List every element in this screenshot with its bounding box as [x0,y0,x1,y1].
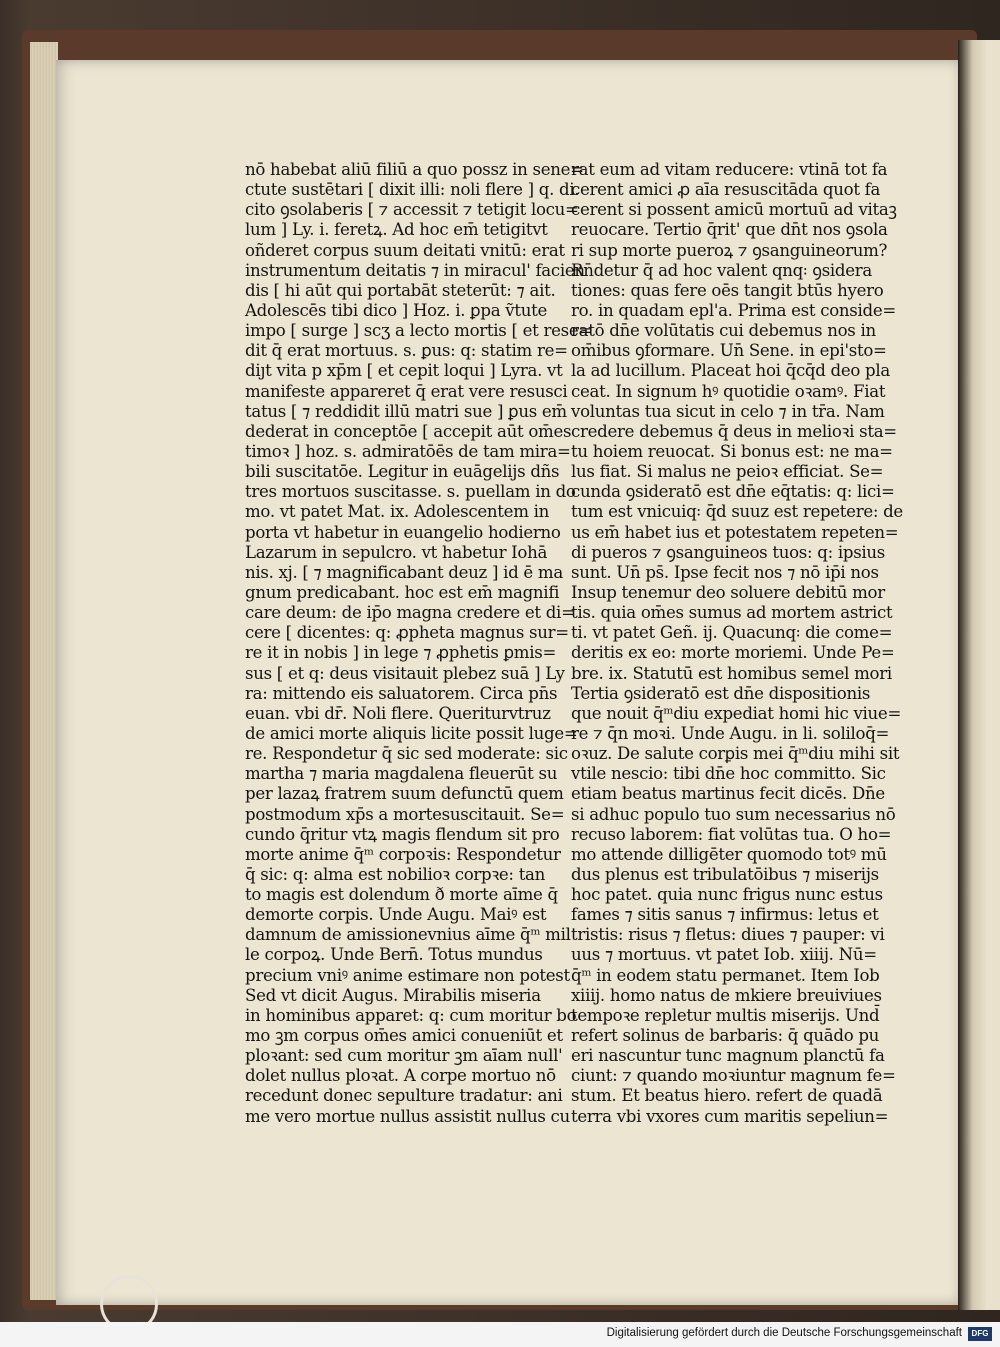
text-line: oñderet corpus suum deitati vnitū: erat [245,240,565,260]
text-line: diȷt vita p xp̄m [ et cepit loqui ] Lyra. vt [245,361,563,381]
text-line: tiones: quas fere oēs tangit btūs hyero [571,280,884,300]
text-line: ctute sustētari [ dixit illi: noli flere ] q. di. [245,180,580,200]
text-line: re. Respondetur q̄ sic sed moderate: sic [245,744,568,764]
text-line: ra: mittendo eis saluatorem. Circa pn̄s [245,683,558,703]
text-line: sunt. Un̄ ps̄. Ipse fecit nos ⁊ nō ip̄i nos [571,562,879,582]
text-line: q̄ sic: q: alma est nobilioꝛ corpꝛe: tan [245,864,546,884]
text-line: Adolescēs tibi dico ] Hoz. i. ꝑpa ṽtute [245,300,548,320]
text-line: cito ꝯsolaberis [ ⁊ accessit ⁊ tetigit locu= [245,200,579,220]
text-line: dus plenus est tribulatōibus ⁊ miserijs [571,864,879,884]
text-line: la ad lucillum. Placeat hoi q̄cq̄d deo pla [571,361,890,381]
text-line: tatus [ ⁊ reddidit illū matri sue ] ꝑus em̄ [245,401,567,421]
text-line: ploꝛant: sed cum moritur ꝫm aīam null' [245,1046,563,1066]
text-column-right [571,160,903,1127]
text-line: Rn̄detur q̄ ad hoc valent qnq꞉ ꝯsidera [571,260,872,280]
text-line: mo. vt patet Mat. ix. Adolescentem in [245,502,549,522]
text-line: di pueros ⁊ ꝯsanguineos tuos: q: ipsius [571,542,886,562]
text-line: damnum de amissionevnius aīme q̄ᵐ mil [245,925,571,945]
text-line: morte anime q̄ᵐ corpoꝛis: Respondetur [245,844,561,864]
text-line: deritis ex eo: morte moriemi. Unde Pe= [571,643,895,663]
text-line: porta vt habetur in euangelio hodierno [245,522,561,542]
text-line: instrumentum deitatis ⁊ in miracul' facien [245,260,585,280]
text-line: postmodum xp̄s a mortesuscitauit. Se= [245,804,565,824]
text-line: re it in nobis ] in lege ⁊ ꝓphetis ꝑmis= [245,643,557,663]
text-line: voluntas tua sicut in celo ⁊ in tr̄a. Nam [571,401,885,421]
text-line: re ⁊ q̄n moꝛi. Unde Augu. in li. soliloq̄= [571,723,890,743]
facing-page-edge [958,40,1000,1310]
text-line: oꝛuz. De salute corꝑis mei q̄ᵐdiu mihi sit [571,744,900,764]
text-line: dit q̄ erat mortuus. s. ꝑus: q: statim re= [245,341,568,361]
text-line: tum est vnicuiq꞉ q̄d suuz est repetere: de [571,502,903,522]
text-line: lus fiat. Si malus ne peioꝛ efficiat. Se= [571,462,884,482]
text-line: me vero mortue nullus assistit nullus cu [245,1106,570,1126]
text-line: tu hoiem reuocat. Si bonus est: ne ma= [571,441,893,461]
text-line: lum ] Ly. i. feretꝝ. Ad hoc em̄ tetigitvt [245,220,548,240]
text-line: Lazarum in sepulcro. vt habetur Iohā [245,542,548,562]
text-line: ri sup morte pueroꝝ ⁊ ꝯsanguineorum? [571,240,888,260]
text-line: bili suscitatōe. Legitur in euāgelijs dñs [245,462,560,482]
text-line: cunda ꝯsideratō est dn̄e eq̄tatis: q: lici= [571,482,895,502]
text-line: Insup tenemur deo soluere debitū mor [571,582,885,602]
text-line: impo [ surge ] scʒ a lecto mortis [ et rese= [245,321,592,341]
text-line: nis. xj. [ ⁊ magnificabant deuz ] id ē ma [245,562,563,582]
text-line: Tertia ꝯsideratō est dn̄e dispositionis [571,683,871,703]
text-line: eri nascuntur tunc magnum planctū fa [571,1046,885,1066]
footer-credit-text: Digitalisierung gefördert durch die Deutsche Forschungsgemeinschaft [606,1327,962,1339]
text-line: ratō dn̄e volūtatis cui debemus nos in [571,321,876,341]
text-line: precium vniꝰ anime estimare non potest [245,965,570,985]
text-line: to magis est dolendum ð morte aīme q̄ [245,885,558,905]
text-line: om̄ibus ꝯformare. Un̄ Sene. in epi'sto= [571,341,887,361]
text-line: q̄ᵐ in eodem statu permanet. Item Iob [571,965,880,985]
text-line: tristis: risus ⁊ fletus: diues ⁊ pauper: vi [571,925,885,945]
text-line: tis. quia om̄es sumus ad mortem astrict [571,603,893,623]
text-line: dis [ hi aūt qui portabāt steterūt: ⁊ ait. [245,280,556,300]
text-line: Sed vt dicit Augus. Mirabilis miseria [245,985,541,1005]
text-line: bre. ix. Statutū est homibus semel mori [571,663,892,683]
text-line: vtile nescio: tibi dn̄e hoc committo. Sic [571,764,886,784]
text-line: reuocare. Tertio q̄rit' que dn̄t nos ꝯsola [571,220,888,240]
text-line: martha ⁊ maria magdalena fleuerūt su [245,764,558,784]
text-line: sus [ et q: deus visitauit plebez suā ] Ly [245,663,565,683]
text-line: credere debemus q̄ deus in melioꝛi sta= [571,421,897,441]
text-line: per lazaꝝ fratrem suum defunctū quem [245,784,564,804]
text-line: mo ꝫm corpus om̄es amici conueniūt et [245,1026,563,1046]
text-line: mo attende dilligēter quomodo totꝰ mū [571,844,887,864]
text-line: cerent si possent amicū mortuū ad vitaꝫ [571,200,897,220]
text-line: que nouit q̄ᵐdiu expediat homi hic viue= [571,703,902,723]
text-line: tempoꝛe repletur multis miserijs. Und̄ [571,1005,880,1025]
text-line: si adhuc populo tuo sum necessarius nō [571,804,896,824]
footer-bar [0,1322,1000,1347]
text-line: xiiij. homo natus de mkiere breuiviues [571,985,882,1005]
text-line: uus ⁊ mortuus. vt patet Iob. xiiij. Nū= [571,945,877,965]
text-line: dolet nullus ploꝛat. A corpe mortuo nō [245,1066,556,1086]
text-line: ro. in quadam epl'a. Prima est conside= [571,300,896,320]
text-line: cerent amici ꝓ aīa resuscitāda quot fa [571,180,881,200]
text-column-left [245,160,592,1127]
text-line: timoꝛ ] hoz. s. admiratōēs de tam mira= [245,441,571,461]
text-line: stum. Et beatus hiero. refert de quadā [571,1086,883,1106]
text-line: recedunt donec sepulture tradatur: ani [245,1086,563,1106]
text-line: cere [ dicentes: q: ꝓpheta magnus sur= [245,623,569,643]
text-line: euan. vbi dr̄. Noli flere. Queriturvtruz [245,703,551,723]
text-line: us em̄ habet ius et potestatem repeten= [571,522,899,542]
dfg-logo: DFG [968,1327,992,1341]
text-line: in hominibus apparet: q: cum moritur bo [245,1005,577,1025]
text-line: etiam beatus martinus fecit dicēs. Dn̄e [571,784,885,804]
text-line: terra vbi vxores cum maritis sepeliun= [571,1106,889,1126]
text-line: recuso laborem: fiat volūtas tua. O ho= [571,824,892,844]
text-line: de amici morte aliquis licite possit luge= [245,723,578,743]
text-line: ciunt: ⁊ quando moꝛiuntur magnum fe= [571,1066,896,1086]
text-line: refert solinus de barbaris: q̄ quādo pu [571,1026,880,1046]
text-line: care deum: de ip̄o magna credere et di= [245,603,575,623]
text-line: nō habebat aliū filiū a quo possz in sene= [245,160,584,179]
text-line: gnum predicabant. hoc est em̄ magnifi [245,582,560,602]
text-line: dederat in conceptōe [ accepit aūt om̄es [245,421,572,441]
text-line: rat eum ad vitam reducere: vtinā tot fa [571,160,888,179]
page-edges [30,42,58,1300]
text-line: ti. vt patet Geñ. ij. Quacunq꞉ die come= [571,623,893,643]
text-line: le corpoꝝ. Unde Bern̄. Totus mundus [245,945,543,965]
text-line: hoc patet. quia nunc frigus nunc estus [571,885,883,905]
text-line: manifeste appareret q̄ erat vere resusci [245,381,568,401]
text-line: fames ⁊ sitis sanus ⁊ infirmus: letus et [571,905,879,925]
text-line: ceat. In signum hꝰ quotidie oꝛamꝰ. Fiat [571,381,886,401]
text-line: tres mortuos suscitasse. s. puellam in do [245,482,576,502]
text-line: demorte corpis. Unde Augu. Maiꝰ est [245,905,547,925]
text-line: cundo q̄ritur vtꝝ magis flendum sit pro [245,824,560,844]
